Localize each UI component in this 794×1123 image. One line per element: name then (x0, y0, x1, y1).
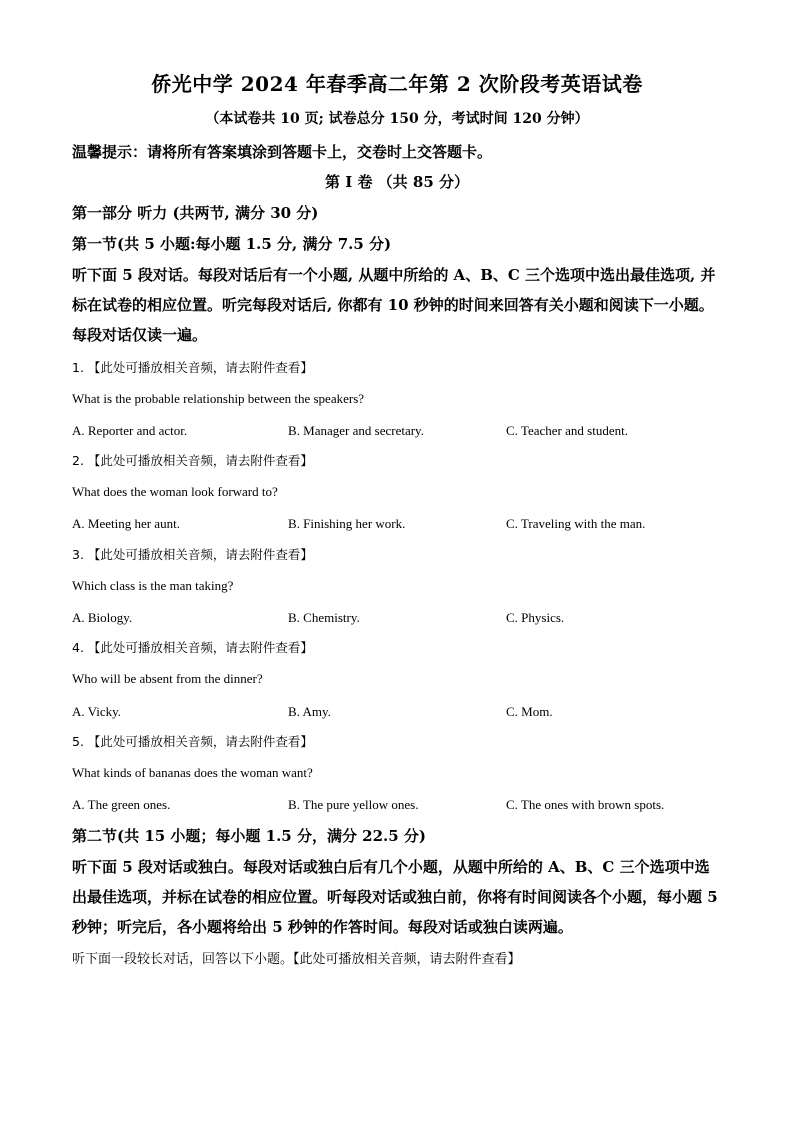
q1-option-c: C. Teacher and student. (506, 423, 628, 438)
q2-audio-placeholder: 2. 【此处可播放相关音频，请去附件查看】 (72, 453, 313, 468)
reminder-text: 温馨提示：请将所有答案填涂到答题卡上，交卷时上交答题卡。 (72, 143, 493, 161)
section2-note: 听下面一段较长对话，回答以下小题。【此处可播放相关音频，请去附件查看】 (72, 952, 521, 967)
exam-title: 侨光中学 2024 年春季高二年第 2 次阶段考英语试卷 (151, 72, 643, 96)
q5-audio-placeholder: 5. 【此处可播放相关音频，请去附件查看】 (72, 734, 313, 749)
q5-option-b: B. The pure yellow ones. (288, 797, 419, 812)
q3-option-b: B. Chemistry. (288, 610, 360, 625)
q1-option-a: A. Reporter and actor. (72, 423, 188, 438)
q3-option-a: A. Biology. (72, 610, 133, 625)
q3-audio-placeholder: 3. 【此处可播放相关音频，请去附件查看】 (72, 547, 313, 562)
q5-option-c: C. The ones with brown spots. (506, 797, 665, 812)
q4-option-c: C. Mom. (506, 704, 553, 719)
section1-heading: 第一节(共 5 小题:每小题 1.5 分, 满分 7.5 分) (72, 235, 392, 253)
q5-option-a: A. The green ones. (72, 797, 171, 812)
q3-option-c: C. Physics. (506, 610, 565, 625)
q2-stem: What does the woman look forward to? (72, 484, 278, 499)
part1-heading: 第一部分 听力 (共两节, 满分 30 分) (72, 204, 319, 222)
q2-option-c: C. Traveling with the man. (506, 516, 646, 531)
volume-heading: 第 I 卷 （共 85 分） (324, 173, 469, 191)
q1-option-b: B. Manager and secretary. (288, 423, 424, 438)
q4-option-a: A. Vicky. (72, 704, 122, 719)
q4-stem: Who will be absent from the dinner? (72, 671, 263, 686)
section2-heading: 第二节(共 15 小题；每小题 1.5 分，满分 22.5 分) (72, 827, 427, 845)
q2-option-b: B. Finishing her work. (288, 516, 406, 531)
q1-stem: What is the probable relationship between the speakers? (72, 391, 365, 406)
section2-instructions: 听下面 5 段对话或独白。每段对话或独白后有几个小题，从题中所给的 A、B、C 三个选项中选出最佳选项，并标在试卷的相应位置。听每段对话或独白前，你将有时间阅读各个小题，每小题 5 秒钟；听完后，各小题将给出 5 秒钟的作答时间。每段对话或独白读两遍。 (72, 858, 718, 936)
q3-stem: Which class is the man taking? (72, 578, 234, 593)
q5-stem: What kinds of bananas does the woman want? (72, 765, 313, 780)
section1-instructions: 听下面 5 段对话。每段对话后有一个小题, 从题中所给的 A、B、C 三个选项中选出最佳选项, 并标在试卷的相应位置。听完每段对话后, 你都有 10 秒钟的时间来回答有关小题和阅读下一小题。每段对话仅读一遍。 (72, 266, 716, 344)
q4-option-b: B. Amy. (288, 704, 331, 719)
exam-subtitle: （本试卷共 10 页; 试卷总分 150 分，考试时间 120 分钟） (205, 111, 589, 127)
q1-audio-placeholder: 1. 【此处可播放相关音频，请去附件查看】 (72, 360, 313, 375)
q4-audio-placeholder: 4. 【此处可播放相关音频，请去附件查看】 (72, 640, 313, 655)
q2-option-a: A. Meeting her aunt. (72, 516, 180, 531)
